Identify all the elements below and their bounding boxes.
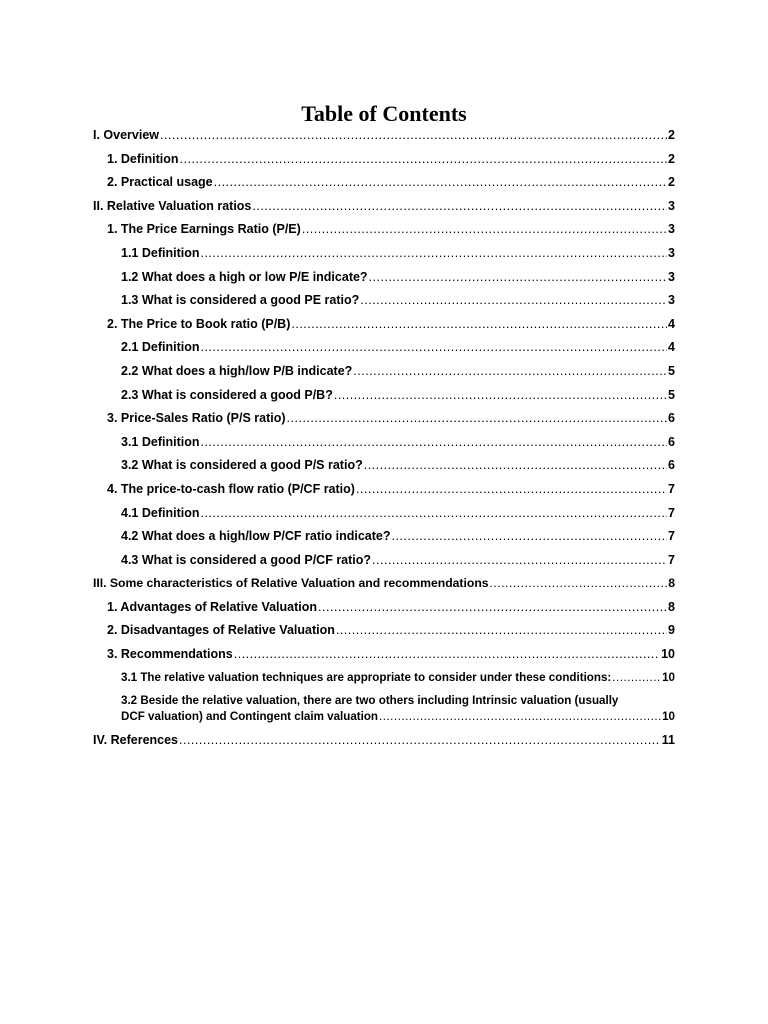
toc-page-number: 2 (668, 175, 675, 190)
toc-entry-label: IV. References (93, 733, 179, 748)
toc-entry-label-continued: DCF valuation) and Contingent claim valuation (121, 710, 379, 724)
toc-entry[interactable] (93, 127, 675, 143)
dot-leader (200, 434, 667, 450)
toc-entry-label: 1.2 What does a high or low P/E indicate? (121, 269, 368, 284)
toc-entry-label: 4.1 Definition (121, 505, 200, 520)
dot-leader (612, 670, 661, 686)
toc-page-number: 7 (668, 552, 675, 567)
toc-page-number: 2 (668, 151, 675, 166)
dot-leader (336, 622, 667, 638)
toc-page-number: 3 (668, 245, 675, 260)
toc-entry-label: 3.1 The relative valuation techniques are appropriate to consider under these conditions: (121, 670, 612, 684)
toc-entry-label: 1. Advantages of Relative Valuation (107, 599, 318, 614)
dot-leader (391, 528, 667, 544)
toc-entry[interactable] (93, 505, 675, 521)
toc-entry[interactable] (93, 732, 675, 748)
toc-entry-label: III. Some characteristics of Relative Valuation and recommendations (93, 576, 489, 591)
toc-entry-label: 2.2 What does a high/low P/B indicate? (121, 363, 353, 378)
toc-page-number: 3 (668, 269, 675, 284)
dot-leader (334, 387, 667, 403)
toc-entry-label: 1.3 What is considered a good PE ratio? (121, 293, 360, 308)
toc-entry[interactable] (93, 269, 675, 285)
toc-entry-label: 2. The Price to Book ratio (P/B) (107, 316, 291, 331)
dot-leader (200, 339, 667, 355)
toc-entry[interactable] (93, 693, 675, 725)
toc-entry[interactable] (93, 198, 675, 214)
toc-page-number: 8 (668, 599, 675, 614)
toc-page-number: 5 (668, 363, 675, 378)
toc-page-number: 3 (668, 293, 675, 308)
toc-page-number: 4 (668, 340, 675, 355)
toc-entry-label: 3.2 Beside the relative valuation, there are two others including Intrinsic valuation (usually (121, 694, 619, 708)
toc-entry-label: 3.1 Definition (121, 434, 200, 449)
toc-entry[interactable] (93, 481, 675, 497)
dot-leader (214, 174, 667, 190)
toc-entry[interactable] (93, 622, 675, 638)
dot-leader (200, 245, 667, 261)
dot-leader (302, 221, 667, 237)
dot-leader (364, 457, 667, 473)
toc-entry[interactable] (93, 245, 675, 261)
toc-entry[interactable] (93, 575, 675, 591)
toc-page-number: 7 (668, 481, 675, 496)
toc-page-number: 9 (668, 623, 675, 638)
toc-page-number: 6 (668, 458, 675, 473)
toc-entry[interactable] (93, 670, 675, 686)
page-title: Table of Contents (301, 101, 467, 126)
toc-entry[interactable] (93, 292, 675, 308)
dot-leader (490, 575, 668, 591)
toc-entry[interactable] (93, 221, 675, 237)
toc-entry-last-line (121, 709, 675, 725)
toc-entry-label: 2.1 Definition (121, 340, 200, 355)
toc-entry[interactable] (93, 599, 675, 615)
toc-entry-label: 2. Disadvantages of Relative Valuation (107, 623, 335, 638)
toc-entry-label: 1.1 Definition (121, 245, 200, 260)
toc-page-number: 6 (668, 411, 675, 426)
toc-entry-label: 2. Practical usage (107, 175, 213, 190)
dot-leader (287, 410, 668, 426)
toc-entry[interactable] (93, 646, 675, 662)
toc-page-number: 7 (668, 505, 675, 520)
dot-leader (369, 269, 667, 285)
toc-entry[interactable] (93, 552, 675, 568)
dot-leader (252, 198, 667, 214)
toc-page-number: 2 (668, 128, 675, 142)
toc-entry-label: II. Relative Valuation ratios (93, 198, 252, 213)
toc-entry[interactable] (93, 434, 675, 450)
toc-entry-label: 3. Recommendations (107, 647, 233, 662)
toc-entry[interactable] (93, 316, 675, 332)
dot-leader (234, 646, 660, 662)
toc-entry[interactable] (93, 457, 675, 473)
toc-page-number: 4 (668, 316, 675, 331)
dot-leader (356, 481, 667, 497)
toc-entry[interactable] (93, 151, 675, 167)
dot-leader (200, 505, 667, 521)
toc-entry-label: 1. Definition (107, 151, 179, 166)
dot-leader (379, 709, 661, 725)
toc-entry[interactable] (93, 410, 675, 426)
toc-entry[interactable] (93, 174, 675, 190)
toc-page-number: 3 (668, 198, 675, 213)
toc-page-number: 10 (662, 670, 675, 684)
dot-leader (160, 127, 667, 143)
toc-entry-label: 4. The price-to-cash flow ratio (P/CF ratio) (107, 481, 355, 496)
toc-entry-label: I. Overview (93, 128, 160, 142)
toc-entry-label: 3. Price-Sales Ratio (P/S ratio) (107, 411, 286, 426)
toc-list (93, 127, 675, 756)
toc-page-number: 10 (661, 647, 675, 662)
toc-entry[interactable] (93, 339, 675, 355)
dot-leader (318, 599, 667, 615)
toc-entry[interactable] (93, 528, 675, 544)
toc-page-number: 11 (661, 733, 675, 748)
toc-page-number: 5 (668, 387, 675, 402)
toc-page-number: 10 (662, 710, 675, 724)
dot-leader (353, 363, 667, 379)
toc-page-number: 7 (668, 529, 675, 544)
toc-page-number: 3 (668, 222, 675, 237)
dot-leader (179, 732, 661, 748)
toc-entry[interactable] (93, 363, 675, 379)
dot-leader (372, 552, 667, 568)
toc-entry-label: 1. The Price Earnings Ratio (P/E) (107, 222, 301, 237)
dot-leader (360, 292, 667, 308)
toc-entry[interactable] (93, 387, 675, 403)
toc-page-number: 6 (668, 434, 675, 449)
toc-page-number: 8 (668, 576, 675, 591)
dot-leader (180, 151, 668, 167)
toc-entry-label: 4.3 What is considered a good P/CF ratio? (121, 552, 372, 567)
toc-entry-label: 3.2 What is considered a good P/S ratio? (121, 458, 363, 473)
dot-leader (291, 316, 667, 332)
toc-entry-label: 2.3 What is considered a good P/B? (121, 387, 333, 402)
toc-entry-label: 4.2 What does a high/low P/CF ratio indicate? (121, 529, 391, 544)
